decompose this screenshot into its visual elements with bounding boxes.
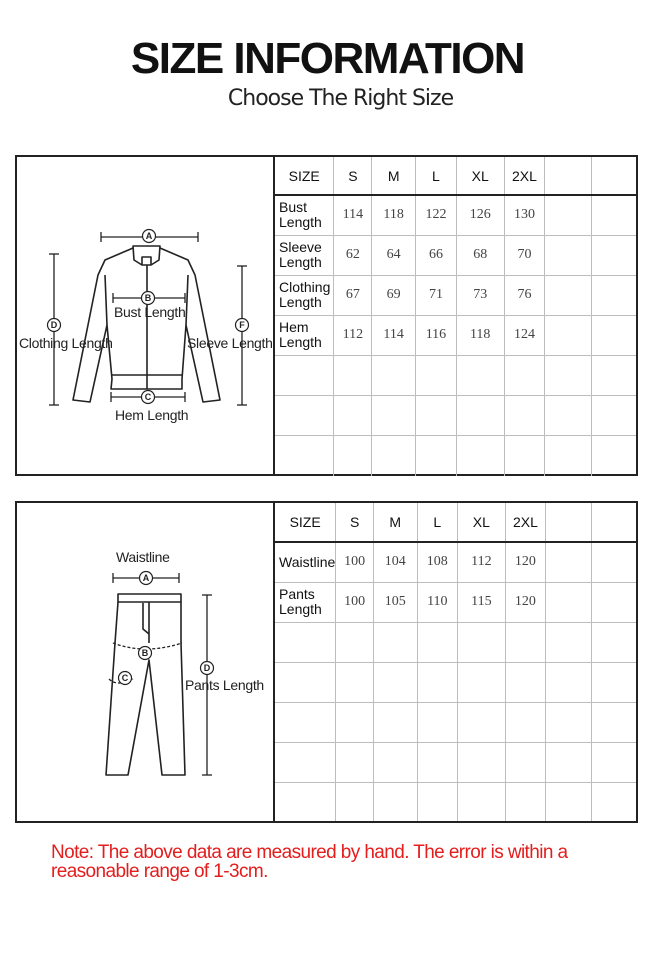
table-cell [505, 622, 546, 662]
table-cell [592, 782, 636, 821]
header-cell: SIZE [275, 157, 334, 195]
table-cell [334, 355, 372, 395]
table-cell [416, 435, 457, 476]
page-title: SIZE INFORMATION [130, 34, 525, 83]
marker-b: B [144, 293, 152, 303]
page-subtitle: Choose The Right Size [227, 86, 454, 111]
table-cell: 115 [458, 582, 505, 622]
table-cell [416, 395, 457, 435]
table-cell [417, 622, 458, 662]
header-cell [545, 157, 592, 195]
table-cell [373, 742, 417, 782]
table-cell [592, 582, 636, 622]
waistline-label: Waistline [116, 549, 170, 565]
pants-length-label: Pants Length [185, 677, 264, 693]
table-cell [372, 435, 416, 476]
table-cell: 64 [372, 235, 416, 275]
pants-size-table [275, 503, 636, 821]
table-cell [275, 742, 336, 782]
bottom-size-panel [15, 501, 638, 823]
marker-c: C [121, 673, 129, 683]
marker-a: A [142, 573, 150, 583]
note-line-2: reasonable range of 1-3cm. [51, 861, 268, 882]
table-cell [373, 702, 417, 742]
table-cell [545, 315, 592, 355]
table-row [275, 702, 636, 742]
table-cell [546, 702, 592, 742]
table-cell [458, 742, 505, 782]
table-row [275, 235, 636, 275]
table-cell [275, 435, 334, 476]
table-cell [336, 702, 374, 742]
table-cell [545, 355, 592, 395]
table-cell: 76 [504, 275, 545, 315]
table-cell [336, 782, 374, 821]
table-cell: 71 [416, 275, 457, 315]
row-label: Sleeve Length [275, 235, 334, 275]
row-label: Pants Length [275, 582, 336, 622]
table-cell: 118 [372, 195, 416, 235]
table-cell [505, 662, 546, 702]
table-cell [591, 315, 636, 355]
table-cell [505, 782, 546, 821]
table-cell [545, 195, 592, 235]
header-cell [592, 503, 636, 542]
table-cell [505, 742, 546, 782]
header-cell [546, 503, 592, 542]
header-cell: 2XL [504, 157, 545, 195]
table-cell: 69 [372, 275, 416, 315]
table-cell [505, 702, 546, 742]
table-cell [417, 742, 458, 782]
table-cell [372, 395, 416, 435]
jacket-diagram [17, 157, 275, 474]
table-cell: 120 [505, 542, 546, 582]
table-cell [275, 395, 334, 435]
row-label: Hem Length [275, 315, 334, 355]
table-cell: 112 [334, 315, 372, 355]
header-cell: 2XL [505, 503, 546, 542]
table-row [275, 275, 636, 315]
table-row [275, 662, 636, 702]
table-cell [458, 622, 505, 662]
header-cell: M [372, 157, 416, 195]
table-cell [458, 662, 505, 702]
header-cell: M [373, 503, 417, 542]
table-cell [336, 742, 374, 782]
pants-diagram [17, 503, 275, 821]
table-cell: 108 [417, 542, 458, 582]
table-cell [417, 702, 458, 742]
header-cell: L [417, 503, 458, 542]
row-label: Bust Length [275, 195, 334, 235]
table-cell [545, 395, 592, 435]
table-cell [336, 622, 374, 662]
table-cell [545, 275, 592, 315]
header-cell: L [416, 157, 457, 195]
table-cell [592, 662, 636, 702]
table-cell [417, 782, 458, 821]
table-cell [591, 195, 636, 235]
note-line-1: Note: The above data are measured by hand. The error is within a [51, 842, 568, 863]
table-cell: 110 [417, 582, 458, 622]
table-cell [546, 662, 592, 702]
table-cell [504, 355, 545, 395]
table-cell [373, 622, 417, 662]
table-cell: 104 [373, 542, 417, 582]
table-cell: 105 [373, 582, 417, 622]
table-row [275, 435, 636, 476]
table-cell [458, 782, 505, 821]
table-row [275, 395, 636, 435]
table-cell: 68 [456, 235, 504, 275]
table-row [275, 742, 636, 782]
table-cell [504, 395, 545, 435]
header-cell: S [334, 157, 372, 195]
table-cell: 112 [458, 542, 505, 582]
row-label: Clothing Length [275, 275, 334, 315]
table-cell [458, 702, 505, 742]
table-cell [591, 235, 636, 275]
table-cell [546, 782, 592, 821]
table-cell [373, 782, 417, 821]
table-cell: 73 [456, 275, 504, 315]
table-cell [275, 662, 336, 702]
marker-c: C [144, 392, 152, 402]
table-cell [456, 395, 504, 435]
table-row [275, 782, 636, 821]
table-cell: 100 [336, 582, 374, 622]
table-cell [416, 355, 457, 395]
table-cell [275, 355, 334, 395]
table-cell [592, 542, 636, 582]
table-cell [546, 622, 592, 662]
header-cell [591, 157, 636, 195]
table-cell: 120 [505, 582, 546, 622]
clothing-length-label: Clothing Length [19, 335, 113, 351]
table-cell: 114 [334, 195, 372, 235]
table-cell: 124 [504, 315, 545, 355]
table-cell [417, 662, 458, 702]
table-cell [275, 622, 336, 662]
table-cell: 66 [416, 235, 457, 275]
marker-d: D [203, 663, 211, 673]
marker-a: A [145, 231, 153, 241]
table-row [275, 582, 636, 622]
table-cell [334, 395, 372, 435]
row-label: Waistline [275, 542, 336, 582]
table-cell [591, 435, 636, 476]
table-cell [372, 355, 416, 395]
table-cell [275, 782, 336, 821]
table-cell [456, 435, 504, 476]
table-cell [591, 275, 636, 315]
hem-length-label: Hem Length [115, 407, 189, 423]
table-row [275, 195, 636, 235]
table-cell [334, 435, 372, 476]
marker-f: F [239, 320, 245, 330]
table-cell: 67 [334, 275, 372, 315]
table-cell [592, 622, 636, 662]
table-row [275, 542, 636, 582]
table-cell: 118 [456, 315, 504, 355]
jacket-size-table [275, 157, 636, 476]
table-cell: 62 [334, 235, 372, 275]
table-header-row [275, 157, 636, 195]
table-cell [373, 662, 417, 702]
measurement-note [51, 843, 641, 881]
table-cell [545, 435, 592, 476]
table-cell [275, 702, 336, 742]
table-cell [336, 662, 374, 702]
table-row [275, 355, 636, 395]
table-cell [546, 542, 592, 582]
header-cell: XL [458, 503, 505, 542]
table-cell: 114 [372, 315, 416, 355]
header-cell: XL [456, 157, 504, 195]
table-row [275, 622, 636, 662]
table-cell [546, 582, 592, 622]
table-cell: 122 [416, 195, 457, 235]
table-cell [592, 702, 636, 742]
sleeve-length-label: Sleeve Length [187, 335, 273, 351]
table-header-row [275, 503, 636, 542]
header-cell: SIZE [275, 503, 336, 542]
table-cell [592, 742, 636, 782]
top-size-panel [15, 155, 638, 476]
marker-b: B [141, 648, 149, 658]
table-cell: 116 [416, 315, 457, 355]
bust-length-label: Bust Length [114, 304, 186, 320]
table-cell: 100 [336, 542, 374, 582]
table-cell [504, 435, 545, 476]
table-cell: 130 [504, 195, 545, 235]
table-row [275, 315, 636, 355]
table-cell: 70 [504, 235, 545, 275]
table-cell [591, 355, 636, 395]
marker-d: D [50, 320, 58, 330]
table-cell [545, 235, 592, 275]
table-cell [546, 742, 592, 782]
table-cell [456, 355, 504, 395]
table-cell: 126 [456, 195, 504, 235]
header-cell: S [336, 503, 374, 542]
table-cell [591, 395, 636, 435]
